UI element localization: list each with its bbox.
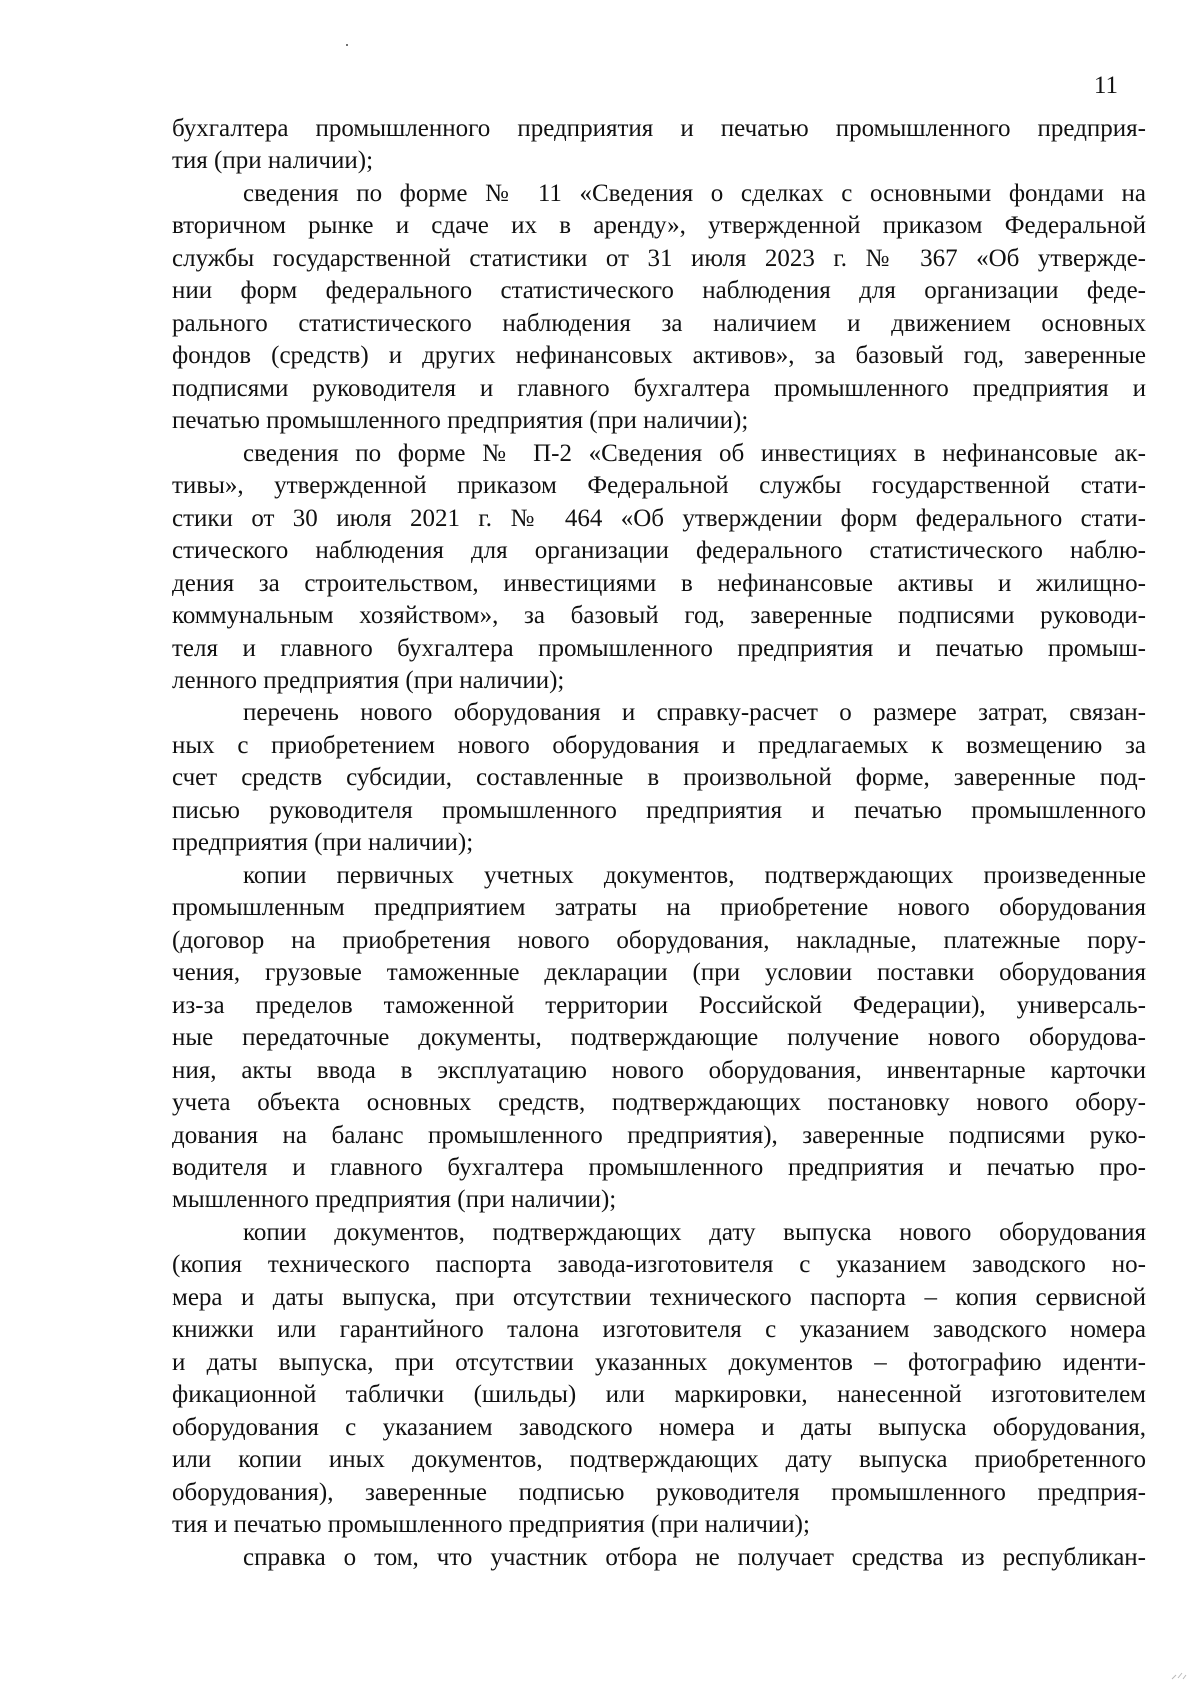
- text-line: службы государственной статистики от 31 июля 2023 г. № 367 «Об утвержде-: [172, 244, 1146, 272]
- text-line: копии документов, подтверждающих дату выпуска нового оборудования: [243, 1218, 1146, 1246]
- text-line: перечень нового оборудования и справку-расчет о размере затрат, связан-: [243, 699, 1146, 727]
- page-number: 11: [1093, 72, 1118, 99]
- text-line: или копии иных документов, подтверждающих дату выпуска приобретенного: [172, 1446, 1146, 1474]
- text-line: ленного предприятия (при наличии);: [172, 666, 565, 694]
- text-line: счет средств субсидии, составленные в произвольной форме, заверенные под-: [172, 764, 1146, 792]
- text-line: бухгалтера промышленного предприятия и печатью промышленного предприя-: [172, 115, 1146, 142]
- document-body: [172, 113, 1146, 1574]
- text-line: тивы», утвержденной приказом Федеральной службы государственной стати-: [172, 472, 1146, 500]
- text-line: оборудования), заверенные подписью руководителя промышленного предприя-: [172, 1478, 1146, 1506]
- text-line: фондов (средств) и других нефинансовых активов», за базовый год, заверенные: [172, 342, 1146, 370]
- text-line: книжки или гарантийного талона изготовителя с указанием заводского номера: [172, 1316, 1146, 1344]
- text-line: промышленным предприятием затраты на приобретение нового оборудования: [172, 894, 1146, 922]
- text-line: вторичном рынке и сдаче их в аренду», утвержденной приказом Федеральной: [172, 212, 1146, 240]
- text-line: (договор на приобретения нового оборудования, накладные, платежные пору-: [172, 926, 1146, 954]
- text-line: нии форм федерального статистического наблюдения для организации феде-: [172, 277, 1146, 305]
- text-line: тия (при наличии);: [172, 147, 374, 175]
- text-line: стики от 30 июля 2021 г. № 464 «Об утверждении форм федерального стати-: [172, 504, 1146, 532]
- text-line: дения за строительством, инвестициями в нефинансовые активы и жилищно-: [172, 569, 1146, 597]
- text-line: оборудования с указанием заводского номера и даты выпуска оборудования,: [172, 1413, 1146, 1441]
- text-line: подписями руководителя и главного бухгалтера промышленного предприятия и: [172, 374, 1146, 402]
- text-line: из-за пределов таможенной территории Российской Федерации), универсаль-: [172, 991, 1146, 1019]
- scan-speck: [346, 44, 348, 46]
- text-line: теля и главного бухгалтера промышленного предприятия и печатью промыш-: [172, 634, 1146, 662]
- text-line: сведения по форме № 11 «Сведения о сделках с основными фондами на: [243, 179, 1146, 207]
- text-line: стического наблюдения для организации федерального статистического наблю-: [172, 537, 1146, 565]
- text-line: сведения по форме № П-2 «Сведения об инвестициях в нефинансовые ак-: [243, 439, 1146, 467]
- text-line: рального статистического наблюдения за наличием и движением основных: [172, 309, 1146, 337]
- text-line: фикационной таблички (шильды) или маркировки, нанесенной изготовителем: [172, 1381, 1146, 1409]
- text-line: мышленного предприятия (при наличии);: [172, 1186, 617, 1214]
- text-line: ные передаточные документы, подтверждающие получение нового оборудова-: [172, 1024, 1146, 1052]
- text-line: коммунальным хозяйством», за базовый год, заверенные подписями руководи-: [172, 602, 1146, 630]
- text-line: ных с приобретением нового оборудования и предлагаемых к возмещению за: [172, 731, 1146, 759]
- text-line: тия и печатью промышленного предприятия (при наличии);: [172, 1511, 810, 1539]
- text-line: ния, акты ввода в эксплуатацию нового оборудования, инвентарные карточки: [172, 1056, 1146, 1084]
- text-line: водителя и главного бухгалтера промышленного предприятия и печатью про-: [172, 1154, 1146, 1181]
- text-line: писью руководителя промышленного предприятия и печатью промышленного: [172, 796, 1146, 824]
- text-line: мера и даты выпуска, при отсутствии технического паспорта – копия сервисной: [172, 1283, 1146, 1311]
- text-line: и даты выпуска, при отсутствии указанных документов – фотографию иденти-: [172, 1348, 1146, 1376]
- text-line: учета объекта основных средств, подтверждающих постановку нового обору-: [172, 1089, 1146, 1117]
- text-line: предприятия (при наличии);: [172, 829, 474, 857]
- text-line: справка о том, что участник отбора не получает средства из республикан-: [243, 1543, 1146, 1571]
- scan-corner-mark: [1170, 1669, 1188, 1681]
- text-line: (копия технического паспорта завода-изготовителя с указанием заводского но-: [172, 1251, 1146, 1279]
- text-line: печатью промышленного предприятия (при наличии);: [172, 407, 749, 435]
- text-line: копии первичных учетных документов, подтверждающих произведенные: [243, 861, 1146, 889]
- text-line: чения, грузовые таможенные декларации (при условии поставки оборудования: [172, 959, 1146, 987]
- text-line: дования на баланс промышленного предприятия), заверенные подписями руко-: [172, 1121, 1146, 1149]
